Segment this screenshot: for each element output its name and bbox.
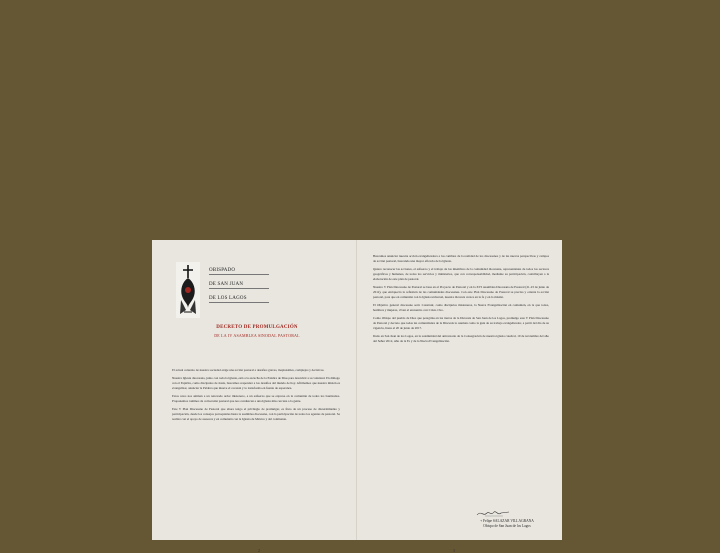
paragraph: Buscamos anunciar nuestra acción evangelizadora a los cambios de la realidad de los diocesanos y de las nuevas perspectivas y campos de acción pastoral, buscando una mayor eficacia de la Iglesia.	[373, 254, 549, 263]
signature-icon	[475, 508, 511, 518]
paragraph: Quiero reconocer las acciones, el esfuerzo y el trabajo de los miembros de la comunidad diocesana, representantes de todos los sectores geográficos y humanos, de todos los servicios y ministerios, que con corresponsabilidad, mediante su participación, contribuyen a la elaboración de este plan de pastoral.	[373, 267, 549, 281]
right-page-body	[373, 254, 549, 347]
issuer-line: DE LOS LAGOS	[209, 295, 269, 303]
decree-subtitle: DE LA IV ASAMBLEA SINODAL PASTORAL	[214, 333, 300, 338]
paragraph: El Objetivo general diocesano será: Construir, como discípulos misioneros, la Nueva Evangelización en comunión, en la que todos, hombres y mujeres, vivan el encuentro con Cristo vivo.	[373, 303, 549, 312]
paragraph: Nuestro V Plan Diocesano de Pastoral se basa en el Proyecto de Pastoral y en la XVI Asamblea Diocesana de Pastoral (21-23 de junio de 2012), que enriqueció la reflexión de las comunidades diocesanas. Con este Plan Diocesano de Pastoral se precisa y orienta la acción pastoral, para que en comunión con la Iglesia universal, nuestra diócesis crezca en la fe y en la misión.	[373, 285, 549, 299]
page-number-left: 2	[258, 548, 260, 553]
paragraph: Como Obispo del pueblo de Dios que peregrina en las tierras de la Diócesis de San Juan de los Lagos, promulgo este V Plan Diocesano de Pastoral y decreto que todas las comunidades de la Diócesis lo asuman como la guía de su trabajo evangelizador, a partir del día de su vigencia, hasta el 20 de junio de 2017.	[373, 316, 549, 330]
paragraph: Estos retos nos animan a un renovado ardor misionero, a un esfuerzo que se expresa en la comunión de todos los bautizados. Proponemos caminos de conversión pastoral que nos conduzcan a una Iglesia más cercana a la gente.	[172, 394, 340, 403]
issuer-block	[209, 267, 269, 309]
issuer-line: DE SAN JUAN	[209, 281, 269, 289]
signer-name: + Felipe SALAZAR VILLAGRANA	[480, 519, 534, 523]
page-number-right: 3	[453, 548, 455, 553]
signer-title: Obispo de San Juan de los Lagos	[483, 524, 531, 528]
left-page-body	[172, 368, 340, 425]
paragraph: El actual contexto de nuestra sociedad exige una acción pastoral a desafíos graves, inaplazables, complejos y decisivos.	[172, 368, 325, 372]
issuer-line: OBISPADO	[209, 267, 269, 275]
left-page	[152, 240, 357, 553]
paragraph: Dado en San Juan de los Lagos, en la solemnidad del aniversario de la Consagración de nuestra iglesia catedral, 19 de noviembre del año del Señor 2012, Año de la Fe y de la Nueva Evangelización.	[373, 334, 549, 343]
right-page	[357, 240, 562, 553]
paragraph: Este V Plan Diocesano de Pastoral que ahora tengo el privilegio de promulgar, es fruto de un proceso de discernimiento y participación, desde los consejos parroquiales hasta la asamblea diocesana, con la participación de todos los agentes de pastoral. Se realizó con el apoyo de asesores y en comunión con la Iglesia de México y del continente.	[172, 407, 340, 421]
decree-title: DECRETO DE PROMULGACIÓN	[216, 325, 298, 330]
paragraph: Nuestra Iglesia diocesana, junto con toda la Iglesia, está a la escucha de la Palabra de Dios para descubrir a su voluntad. En diálogo con el Espíritu, como discípulos de Jesús, buscamos responder a los desafíos del mundo de hoy. Afirmamos que nuestra misión es evangelizar, anunciar la Palabra que mueve el corazón y lo transforma en fuente de esperanza.	[172, 376, 340, 390]
signer-block	[467, 519, 547, 529]
document-spread	[152, 240, 562, 553]
coat-of-arms-icon	[176, 262, 200, 318]
